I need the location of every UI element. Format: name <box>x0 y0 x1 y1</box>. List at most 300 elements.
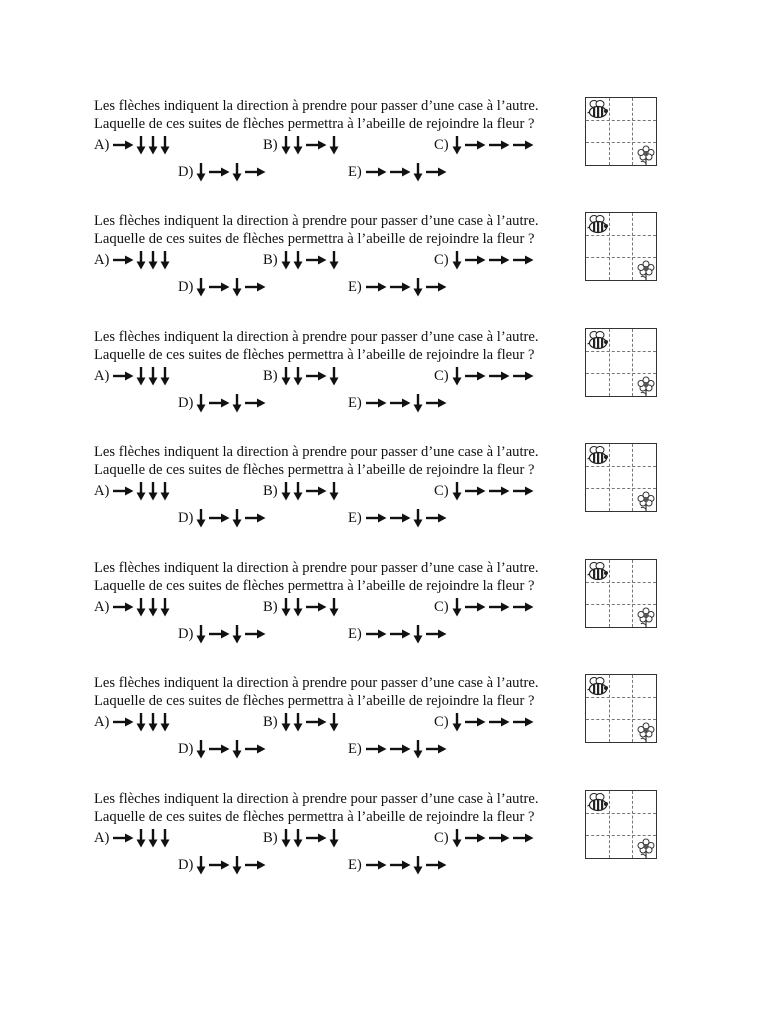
option-d <box>178 277 268 297</box>
option-d-arrows <box>196 393 268 413</box>
option-e <box>348 624 449 644</box>
arrow-down-icon <box>136 597 146 617</box>
arrow-down-icon <box>452 250 462 270</box>
arrow-right-icon <box>244 166 266 178</box>
bee-flower-grid <box>585 97 657 166</box>
arrow-right-icon <box>365 281 387 293</box>
flower-icon <box>636 491 656 513</box>
arrow-right-icon <box>464 254 486 266</box>
arrow-down-icon <box>196 624 206 644</box>
exercise-block <box>0 443 768 543</box>
arrow-down-icon <box>329 828 339 848</box>
arrow-down-icon <box>329 135 339 155</box>
option-a-arrows <box>112 828 172 848</box>
grid-divider <box>609 213 610 280</box>
question-line-2: Laquelle de ces suites de flèches permettra à l’abeille de rejoindre la fleur ? <box>94 462 535 478</box>
option-b <box>263 481 341 501</box>
option-e-label: E) <box>348 741 362 757</box>
bee-flower-grid <box>585 674 657 743</box>
arrow-right-icon <box>112 832 134 844</box>
option-c-arrows <box>452 250 536 270</box>
option-d <box>178 624 268 644</box>
exercise-block <box>0 328 768 428</box>
arrow-down-icon <box>413 393 423 413</box>
bee-flower-grid <box>585 443 657 512</box>
option-e <box>348 277 449 297</box>
flower-icon <box>636 260 656 282</box>
option-e-arrows <box>365 162 449 182</box>
grid-divider <box>586 604 656 605</box>
arrow-down-icon <box>452 135 462 155</box>
arrow-down-icon <box>293 250 303 270</box>
grid-divider <box>632 560 633 627</box>
question-line-1: Les flèches indiquent la direction à prendre pour passer d’une case à l’autre. <box>94 329 539 345</box>
arrow-down-icon <box>136 250 146 270</box>
arrow-down-icon <box>281 250 291 270</box>
option-c <box>434 481 536 501</box>
flower-icon <box>636 722 656 744</box>
arrow-down-icon <box>452 712 462 732</box>
option-a <box>94 828 172 848</box>
option-c-arrows <box>452 135 536 155</box>
bee-icon <box>587 561 609 581</box>
exercise-block <box>0 559 768 659</box>
option-a-label: A) <box>94 368 110 384</box>
arrow-down-icon <box>281 366 291 386</box>
arrow-down-icon <box>281 481 291 501</box>
arrow-right-icon <box>512 832 534 844</box>
arrow-right-icon <box>244 397 266 409</box>
option-d-arrows <box>196 508 268 528</box>
arrow-right-icon <box>244 512 266 524</box>
arrow-down-icon <box>196 277 206 297</box>
arrow-down-icon <box>148 712 158 732</box>
option-e-label: E) <box>348 857 362 873</box>
arrow-down-icon <box>148 481 158 501</box>
arrow-down-icon <box>160 712 170 732</box>
option-d-arrows <box>196 739 268 759</box>
grid-divider <box>586 466 656 467</box>
option-d-label: D) <box>178 279 194 295</box>
grid-divider <box>586 120 656 121</box>
option-b <box>263 828 341 848</box>
option-a-label: A) <box>94 252 110 268</box>
arrow-right-icon <box>365 512 387 524</box>
arrow-right-icon <box>305 485 327 497</box>
bee-icon <box>587 792 609 812</box>
option-d <box>178 739 268 759</box>
arrow-down-icon <box>452 366 462 386</box>
option-b-arrows <box>281 481 341 501</box>
arrow-right-icon <box>512 254 534 266</box>
arrow-right-icon <box>305 601 327 613</box>
flower-icon <box>636 145 656 167</box>
grid-divider <box>632 444 633 511</box>
arrow-right-icon <box>464 370 486 382</box>
option-b-label: B) <box>263 599 278 615</box>
option-c <box>434 135 536 155</box>
arrow-down-icon <box>452 597 462 617</box>
option-d-arrows <box>196 624 268 644</box>
arrow-right-icon <box>305 832 327 844</box>
option-b-label: B) <box>263 137 278 153</box>
grid-divider <box>586 142 656 143</box>
arrow-down-icon <box>196 739 206 759</box>
arrow-down-icon <box>136 366 146 386</box>
option-c-label: C) <box>434 830 449 846</box>
option-a-arrows <box>112 712 172 732</box>
arrow-right-icon <box>112 254 134 266</box>
arrow-down-icon <box>452 828 462 848</box>
option-e-arrows <box>365 739 449 759</box>
arrow-right-icon <box>244 281 266 293</box>
arrow-down-icon <box>196 508 206 528</box>
grid-divider <box>632 213 633 280</box>
option-b-arrows <box>281 250 341 270</box>
arrow-down-icon <box>293 712 303 732</box>
arrow-down-icon <box>329 712 339 732</box>
option-b <box>263 597 341 617</box>
arrow-right-icon <box>389 166 411 178</box>
arrow-right-icon <box>208 859 230 871</box>
arrow-down-icon <box>293 597 303 617</box>
question-line-1: Les flèches indiquent la direction à prendre pour passer d’une case à l’autre. <box>94 213 539 229</box>
bee-icon <box>587 330 609 350</box>
option-e-label: E) <box>348 395 362 411</box>
arrow-down-icon <box>281 712 291 732</box>
option-b <box>263 712 341 732</box>
arrow-right-icon <box>208 281 230 293</box>
arrow-down-icon <box>148 135 158 155</box>
arrow-right-icon <box>208 397 230 409</box>
option-c-label: C) <box>434 599 449 615</box>
arrow-right-icon <box>112 139 134 151</box>
arrow-down-icon <box>329 366 339 386</box>
option-d <box>178 855 268 875</box>
arrow-right-icon <box>488 254 510 266</box>
grid-divider <box>609 560 610 627</box>
arrow-down-icon <box>136 712 146 732</box>
question-line-1: Les flèches indiquent la direction à prendre pour passer d’une case à l’autre. <box>94 791 539 807</box>
bee-icon <box>587 676 609 696</box>
option-e-label: E) <box>348 279 362 295</box>
option-d-arrows <box>196 277 268 297</box>
option-c <box>434 366 536 386</box>
arrow-down-icon <box>160 135 170 155</box>
arrow-down-icon <box>160 481 170 501</box>
option-e-label: E) <box>348 164 362 180</box>
option-d <box>178 393 268 413</box>
arrow-down-icon <box>196 162 206 182</box>
option-a-label: A) <box>94 599 110 615</box>
flower-icon <box>636 838 656 860</box>
arrow-right-icon <box>464 832 486 844</box>
arrow-down-icon <box>413 739 423 759</box>
arrow-right-icon <box>244 859 266 871</box>
option-c-label: C) <box>434 137 449 153</box>
question-line-1: Les flèches indiquent la direction à prendre pour passer d’une case à l’autre. <box>94 444 539 460</box>
bee-icon <box>587 445 609 465</box>
arrow-right-icon <box>365 628 387 640</box>
flower-icon <box>636 607 656 629</box>
option-a-label: A) <box>94 483 110 499</box>
question-line-2: Laquelle de ces suites de flèches permettra à l’abeille de rejoindre la fleur ? <box>94 693 535 709</box>
arrow-right-icon <box>512 485 534 497</box>
arrow-right-icon <box>389 743 411 755</box>
option-e <box>348 508 449 528</box>
option-a-arrows <box>112 597 172 617</box>
arrow-right-icon <box>488 485 510 497</box>
arrow-down-icon <box>232 508 242 528</box>
arrow-down-icon <box>232 855 242 875</box>
option-e-label: E) <box>348 626 362 642</box>
arrow-right-icon <box>488 370 510 382</box>
arrow-down-icon <box>136 481 146 501</box>
grid-divider <box>586 835 656 836</box>
option-b <box>263 135 341 155</box>
grid-divider <box>609 329 610 396</box>
arrow-right-icon <box>425 512 447 524</box>
arrow-down-icon <box>413 277 423 297</box>
option-e <box>348 393 449 413</box>
arrow-right-icon <box>425 743 447 755</box>
option-b-label: B) <box>263 714 278 730</box>
option-c <box>434 712 536 732</box>
grid-divider <box>586 697 656 698</box>
option-d-label: D) <box>178 857 194 873</box>
bee-icon <box>587 214 609 234</box>
grid-divider <box>586 257 656 258</box>
option-c <box>434 597 536 617</box>
option-e-arrows <box>365 624 449 644</box>
arrow-right-icon <box>244 743 266 755</box>
arrow-right-icon <box>305 716 327 728</box>
arrow-down-icon <box>160 828 170 848</box>
arrow-right-icon <box>389 512 411 524</box>
exercise-block <box>0 97 768 197</box>
arrow-right-icon <box>112 485 134 497</box>
arrow-down-icon <box>160 597 170 617</box>
option-d-arrows <box>196 162 268 182</box>
grid-divider <box>586 235 656 236</box>
arrow-down-icon <box>160 366 170 386</box>
option-b-label: B) <box>263 483 278 499</box>
arrow-right-icon <box>488 601 510 613</box>
arrow-right-icon <box>512 139 534 151</box>
arrow-right-icon <box>244 628 266 640</box>
arrow-right-icon <box>425 281 447 293</box>
option-c-label: C) <box>434 252 449 268</box>
grid-divider <box>609 791 610 858</box>
option-a <box>94 135 172 155</box>
arrow-right-icon <box>305 370 327 382</box>
grid-divider <box>632 98 633 165</box>
arrow-down-icon <box>232 162 242 182</box>
option-d-label: D) <box>178 741 194 757</box>
option-e <box>348 855 449 875</box>
option-b-label: B) <box>263 830 278 846</box>
option-b-arrows <box>281 366 341 386</box>
option-e-arrows <box>365 393 449 413</box>
arrow-right-icon <box>389 628 411 640</box>
arrow-down-icon <box>413 508 423 528</box>
arrow-right-icon <box>112 716 134 728</box>
option-c <box>434 828 536 848</box>
bee-icon <box>587 99 609 119</box>
arrow-down-icon <box>413 855 423 875</box>
arrow-down-icon <box>293 481 303 501</box>
arrow-right-icon <box>365 859 387 871</box>
flower-icon <box>636 376 656 398</box>
question-line-1: Les flèches indiquent la direction à prendre pour passer d’une case à l’autre. <box>94 675 539 691</box>
option-b-label: B) <box>263 252 278 268</box>
option-e-arrows <box>365 508 449 528</box>
option-a-arrows <box>112 481 172 501</box>
arrow-down-icon <box>293 366 303 386</box>
arrow-down-icon <box>281 597 291 617</box>
arrow-down-icon <box>329 481 339 501</box>
bee-flower-grid <box>585 790 657 859</box>
option-b-arrows <box>281 712 341 732</box>
option-b <box>263 366 341 386</box>
arrow-down-icon <box>413 162 423 182</box>
arrow-right-icon <box>208 166 230 178</box>
option-a-arrows <box>112 366 172 386</box>
question-line-2: Laquelle de ces suites de flèches permettra à l’abeille de rejoindre la fleur ? <box>94 578 535 594</box>
bee-flower-grid <box>585 328 657 397</box>
option-a <box>94 712 172 732</box>
question-line-1: Les flèches indiquent la direction à prendre pour passer d’une case à l’autre. <box>94 98 539 114</box>
arrow-down-icon <box>148 366 158 386</box>
question-line-2: Laquelle de ces suites de flèches permettra à l’abeille de rejoindre la fleur ? <box>94 809 535 825</box>
arrow-down-icon <box>293 135 303 155</box>
option-d <box>178 162 268 182</box>
option-c <box>434 250 536 270</box>
arrow-right-icon <box>365 166 387 178</box>
grid-divider <box>632 791 633 858</box>
option-e-arrows <box>365 855 449 875</box>
option-e-arrows <box>365 277 449 297</box>
arrow-right-icon <box>425 628 447 640</box>
option-c-label: C) <box>434 714 449 730</box>
option-a <box>94 366 172 386</box>
arrow-down-icon <box>413 624 423 644</box>
option-a-label: A) <box>94 137 110 153</box>
arrow-right-icon <box>112 601 134 613</box>
option-b-arrows <box>281 597 341 617</box>
arrow-right-icon <box>512 370 534 382</box>
arrow-down-icon <box>329 250 339 270</box>
exercise-block <box>0 790 768 890</box>
grid-divider <box>586 582 656 583</box>
arrow-right-icon <box>425 397 447 409</box>
option-d-label: D) <box>178 626 194 642</box>
option-c-arrows <box>452 828 536 848</box>
arrow-down-icon <box>148 597 158 617</box>
arrow-right-icon <box>208 628 230 640</box>
option-b-arrows <box>281 135 341 155</box>
arrow-down-icon <box>452 481 462 501</box>
arrow-down-icon <box>148 250 158 270</box>
option-c-arrows <box>452 597 536 617</box>
option-d <box>178 508 268 528</box>
option-e <box>348 162 449 182</box>
arrow-down-icon <box>196 393 206 413</box>
arrow-right-icon <box>208 743 230 755</box>
arrow-right-icon <box>464 485 486 497</box>
arrow-down-icon <box>232 277 242 297</box>
grid-divider <box>609 444 610 511</box>
grid-divider <box>586 719 656 720</box>
question-line-2: Laquelle de ces suites de flèches permettra à l’abeille de rejoindre la fleur ? <box>94 116 535 132</box>
arrow-right-icon <box>208 512 230 524</box>
bee-flower-grid <box>585 212 657 281</box>
arrow-down-icon <box>281 135 291 155</box>
option-b-arrows <box>281 828 341 848</box>
option-d-arrows <box>196 855 268 875</box>
option-b-label: B) <box>263 368 278 384</box>
arrow-right-icon <box>305 139 327 151</box>
arrow-right-icon <box>425 166 447 178</box>
option-a <box>94 250 172 270</box>
arrow-right-icon <box>464 601 486 613</box>
bee-flower-grid <box>585 559 657 628</box>
arrow-down-icon <box>232 739 242 759</box>
option-e-label: E) <box>348 510 362 526</box>
arrow-down-icon <box>232 393 242 413</box>
arrow-down-icon <box>136 135 146 155</box>
option-c-label: C) <box>434 483 449 499</box>
arrow-down-icon <box>232 624 242 644</box>
arrow-down-icon <box>136 828 146 848</box>
arrow-down-icon <box>293 828 303 848</box>
arrow-right-icon <box>512 601 534 613</box>
arrow-down-icon <box>329 597 339 617</box>
arrow-right-icon <box>112 370 134 382</box>
arrow-right-icon <box>365 397 387 409</box>
option-c-label: C) <box>434 368 449 384</box>
arrow-down-icon <box>160 250 170 270</box>
exercise-block <box>0 674 768 774</box>
option-a-label: A) <box>94 830 110 846</box>
grid-divider <box>586 373 656 374</box>
arrow-right-icon <box>488 139 510 151</box>
option-d-label: D) <box>178 395 194 411</box>
grid-divider <box>586 488 656 489</box>
option-d-label: D) <box>178 164 194 180</box>
grid-divider <box>632 675 633 742</box>
option-e <box>348 739 449 759</box>
arrow-right-icon <box>389 397 411 409</box>
arrow-right-icon <box>512 716 534 728</box>
option-c-arrows <box>452 481 536 501</box>
exercise-block <box>0 212 768 312</box>
arrow-right-icon <box>464 716 486 728</box>
question-line-1: Les flèches indiquent la direction à prendre pour passer d’une case à l’autre. <box>94 560 539 576</box>
arrow-right-icon <box>389 859 411 871</box>
grid-divider <box>586 351 656 352</box>
grid-divider <box>632 329 633 396</box>
grid-divider <box>609 675 610 742</box>
option-a <box>94 597 172 617</box>
grid-divider <box>586 813 656 814</box>
option-a <box>94 481 172 501</box>
arrow-down-icon <box>281 828 291 848</box>
option-a-arrows <box>112 250 172 270</box>
question-line-2: Laquelle de ces suites de flèches permettra à l’abeille de rejoindre la fleur ? <box>94 347 535 363</box>
arrow-right-icon <box>488 832 510 844</box>
arrow-right-icon <box>425 859 447 871</box>
